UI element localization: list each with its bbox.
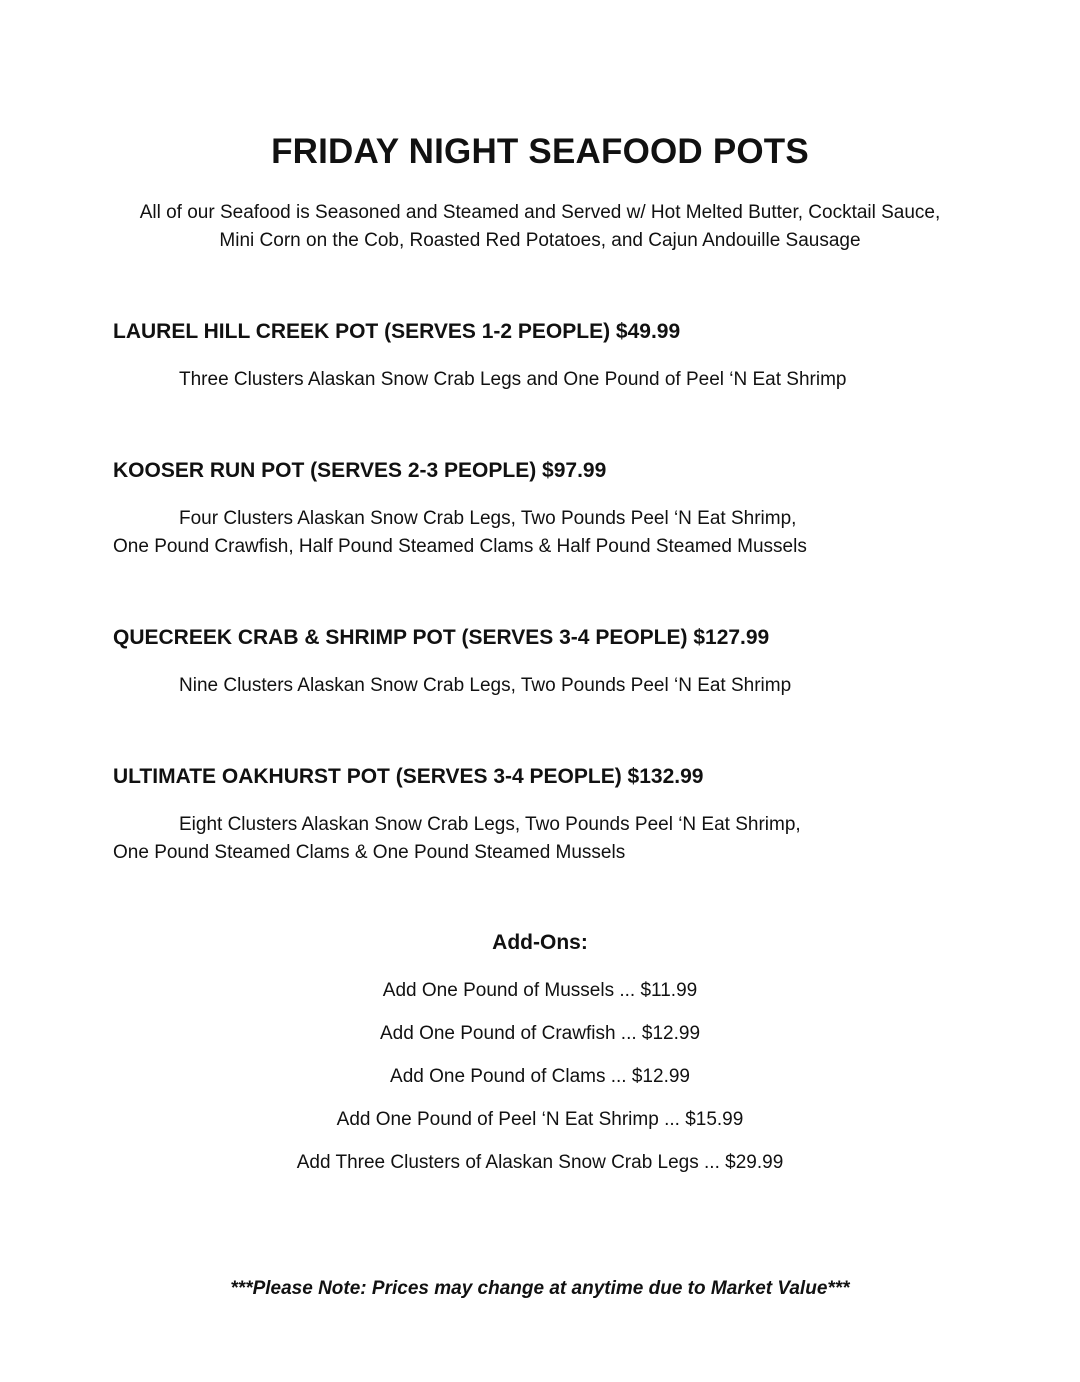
pot-desc-line: One Pound Steamed Clams & One Pound Steamed Mussels (113, 842, 626, 863)
pot-desc-laurel-hill-creek (113, 366, 846, 394)
intro-line-2: Mini Corn on the Cob, Roasted Red Potatoes, and Cajun Andouille Sausage (219, 230, 861, 251)
pot-desc-kooser-run (113, 505, 807, 561)
intro-text (0, 199, 1080, 255)
addon-item: Add One Pound of Peel ‘N Eat Shrimp ... $15.99 (336, 1109, 744, 1130)
pot-desc-line: Eight Clusters Alaskan Snow Crab Legs, Two Pounds Peel ‘N Eat Shrimp, (179, 814, 801, 835)
addons-list (0, 977, 1080, 1192)
page-title: FRIDAY NIGHT SEAFOOD POTS (271, 132, 809, 171)
addon-item: Add One Pound of Clams ... $12.99 (390, 1066, 690, 1087)
price-note: ***Please Note: Prices may change at anytime due to Market Value*** (230, 1278, 850, 1299)
addon-item: Add One Pound of Crawfish ... $12.99 (379, 1023, 701, 1044)
pot-title-quecreek: QUECREEK CRAB & SHRIMP POT (SERVES 3-4 PEOPLE) $127.99 (113, 626, 770, 649)
pot-desc-quecreek (113, 672, 791, 700)
pot-desc-line: Nine Clusters Alaskan Snow Crab Legs, Two Pounds Peel ‘N Eat Shrimp (179, 675, 792, 696)
pot-desc-ultimate-oakhurst (113, 811, 801, 867)
pot-desc-line: Three Clusters Alaskan Snow Crab Legs and One Pound of Peel ‘N Eat Shrimp (179, 369, 847, 390)
intro-line-1: All of our Seafood is Seasoned and Steamed and Served w/ Hot Melted Butter, Cocktail Sauce, (139, 202, 941, 223)
pot-title-kooser-run: KOOSER RUN POT (SERVES 2-3 PEOPLE) $97.99 (113, 459, 607, 482)
pot-title-laurel-hill-creek: LAUREL HILL CREEK POT (SERVES 1-2 PEOPLE) $49.99 (113, 320, 681, 343)
addon-item: Add Three Clusters of Alaskan Snow Crab Legs ... $29.99 (296, 1152, 784, 1173)
pot-title-ultimate-oakhurst: ULTIMATE OAKHURST POT (SERVES 3-4 PEOPLE) $132.99 (113, 765, 704, 788)
addon-item: Add One Pound of Mussels ... $11.99 (382, 980, 698, 1001)
addons-title: Add-Ons: (492, 931, 588, 954)
pot-desc-line: One Pound Crawfish, Half Pound Steamed Clams & Half Pound Steamed Mussels (113, 536, 807, 557)
pot-desc-line: Four Clusters Alaskan Snow Crab Legs, Two Pounds Peel ‘N Eat Shrimp, (179, 508, 797, 529)
